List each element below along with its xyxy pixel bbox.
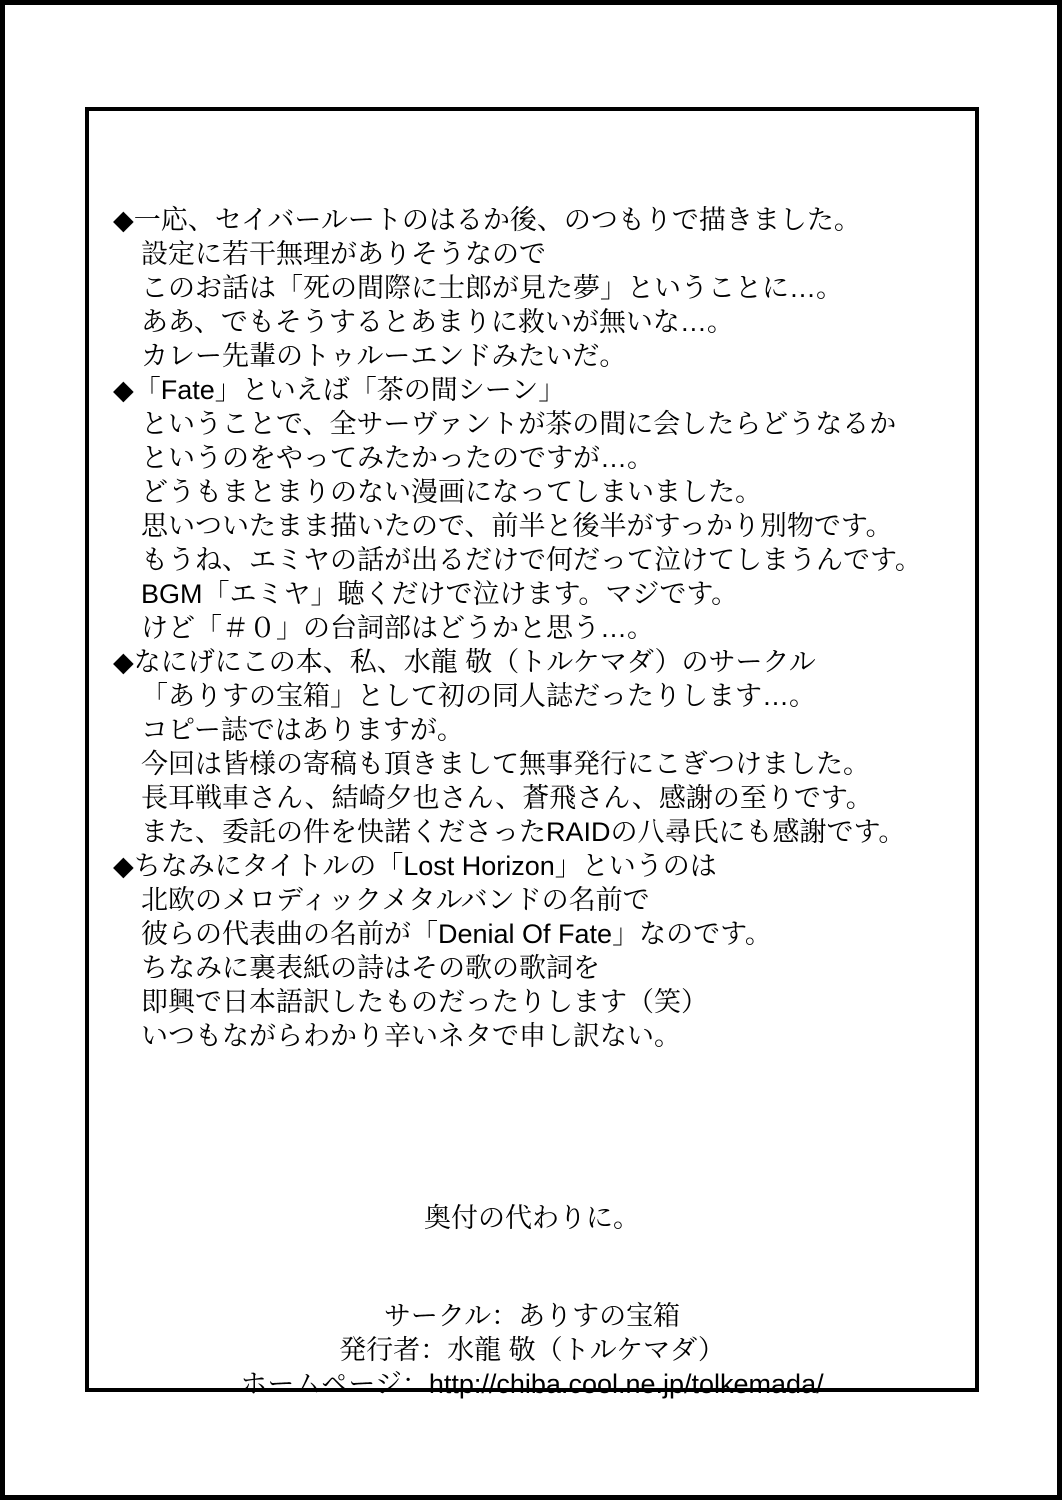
afterword-line: 彼らの代表曲の名前が「Denial Of Fate」なのです。 <box>141 919 772 949</box>
colophon-circle-line: サークル：ありすの宝箱 <box>383 1301 681 1331</box>
afterword-text-block <box>113 203 965 1053</box>
colophon-homepage-line: ホームページ：http://chiba.cool.ne.jp/tolkemada/ <box>240 1369 824 1399</box>
colophon-title: 奥付の代わりに。 <box>424 1203 640 1233</box>
afterword-line: 即興で日本語訳したものだったりします（笑） <box>141 987 708 1017</box>
afterword-line: ◆なにげにこの本、私、水龍 敬（トルケマダ）のサークル <box>113 647 816 677</box>
afterword-line: ああ、でもそうするとあまりに救いが無いな…。 <box>141 307 734 337</box>
afterword-line: 設定に若干無理がありそうなので <box>141 239 546 269</box>
afterword-line: 「ありすの宝箱」として初の同人誌だったりします…。 <box>141 681 816 711</box>
afterword-line: カレー先輩のトゥルーエンドみたいだ。 <box>141 341 627 371</box>
afterword-line: けど「＃０」の台詞部はどうかと思う…。 <box>141 613 654 643</box>
afterword-line: ◆一応、セイバールートのはるか後、のつもりで描きました。 <box>113 205 861 235</box>
colophon-publisher-line: 発行者：水龍 敬（トルケマダ） <box>339 1335 725 1365</box>
afterword-line: もうね、エミヤの話が出るだけで何だって泣けてしまうんです。 <box>141 545 922 575</box>
afterword-line: このお話は「死の間際に士郎が見た夢」ということに…。 <box>141 273 843 303</box>
afterword-line: ◆ちなみにタイトルの「Lost Horizon」というのは <box>113 851 717 881</box>
afterword-line: 北欧のメロディックメタルバンドの名前で <box>141 885 650 915</box>
afterword-line: ということで、全サーヴァントが茶の間に会したらどうなるか <box>141 409 897 439</box>
afterword-line: 今回は皆様の寄稿も頂きまして無事発行にこぎつけました。 <box>141 749 870 779</box>
afterword-line: また、委託の件を快諾くださったRAIDの八尋氏にも感謝です。 <box>141 817 906 847</box>
afterword-line: どうもまとまりのない漫画になってしまいました。 <box>141 477 762 507</box>
afterword-line: 思いついたまま描いたので、前半と後半がすっかり別物です。 <box>141 511 893 541</box>
afterword-line: BGM「エミヤ」聴くだけで泣けます。マジです。 <box>141 579 739 609</box>
afterword-line: コピー誌ではありますが。 <box>141 715 464 745</box>
afterword-line: いつもながらわかり辛いネタで申し訳ない。 <box>141 1021 681 1051</box>
afterword-line: ◆「Fate」といえば「茶の間シーン」 <box>113 375 566 405</box>
afterword-line: ちなみに裏表紙の詩はその歌の歌詞を <box>141 953 600 983</box>
afterword-line: 長耳戦車さん、結崎夕也さん、蒼飛さん、感謝の至りです。 <box>141 783 873 813</box>
colophon-block <box>89 1201 975 1401</box>
afterword-line: というのをやってみたかったのですが…。 <box>141 443 654 473</box>
content-frame <box>85 107 979 1399</box>
